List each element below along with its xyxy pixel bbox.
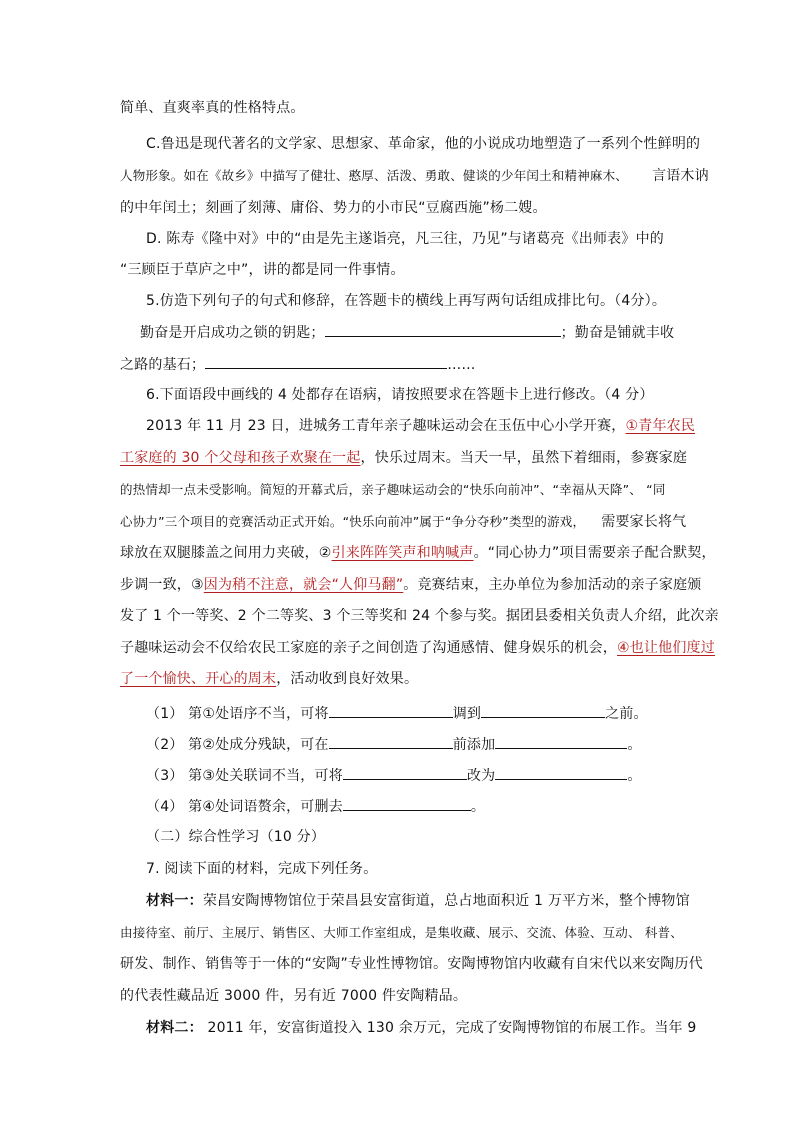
text-segment: 。“同心协力”项目需要亲子配合默契， <box>473 545 716 561</box>
text-line: 研发、制作、销售等于一体的“安陶”专业性博物馆。安陶博物馆内收藏有自宋代以来安陶历代 <box>120 956 703 972</box>
answer-blank[interactable] <box>481 703 605 718</box>
text-line: 的代表性藏品近 3000 件，另有近 7000 件安陶精品。 <box>120 988 468 1004</box>
text-line: “三顾臣于草庐之中”，讲的都是同一件事情。 <box>120 262 405 278</box>
error-underline-2: 引来阵阵笑声和呐喊声 <box>331 545 474 561</box>
error-underline-1: 工家庭的 30 个父母和孩子欢聚在一起 <box>120 450 361 466</box>
text-segment: 心协力”三个项目的竞赛活动正式开始。“快乐向前冲”属于“争分夺秒”类型的游戏， <box>120 514 586 529</box>
text-segment: ，快乐过周末。当天一早，虽然下着细雨，参赛家庭 <box>360 450 688 466</box>
material-label: 材料二： <box>146 1020 203 1036</box>
sub-question-3 <box>146 765 642 786</box>
text-segment: ，活动收到良好效果。 <box>276 671 419 687</box>
error-underline-4: 了一个愉快、开心的周末 <box>120 671 277 687</box>
text-line: 的热情却一点未受影响。简短的开幕式后，亲子趣味运动会的“快乐向前冲”、“幸福从天降”、 “同 <box>120 482 666 497</box>
text-segment: 步调一致，③ <box>120 577 204 593</box>
text-line <box>120 575 701 595</box>
text-line: 的中年闰土；刻画了刻薄、庸俗、势力的小市民“豆腐西施”杨二嫂。 <box>120 200 547 216</box>
sub-question-4 <box>146 796 485 817</box>
text-line <box>120 354 476 375</box>
text-segment: 。 <box>627 737 642 753</box>
text-segment: …… <box>447 357 476 373</box>
answer-blank[interactable] <box>495 765 627 780</box>
answer-blank[interactable] <box>325 322 561 337</box>
section-heading: （二）综合性学习（10 分） <box>146 829 326 845</box>
material-label: 材料一： <box>146 893 203 909</box>
error-underline-1: ①青年农民 <box>625 418 696 434</box>
text-segment: （3） 第③处关联词不当，可将 <box>146 768 343 784</box>
text-segment: 之路的基石； <box>120 357 206 373</box>
text-segment: 前添加 <box>452 737 496 753</box>
text-segment: 球放在双腿膝盖之间用力夹破，② <box>120 545 332 561</box>
question-6: 6.下面语段中画线的 4 处都存在语病，请按照要求在答题卡上进行修改。（4 分） <box>146 387 654 403</box>
option-d: D. 陈寿《隆中对》中的“由是先主遂诣亮，凡三往，乃见”与诸葛亮《出师表》中的 <box>146 231 664 247</box>
text-segment: 需要家长将气 <box>601 514 687 530</box>
text-segment: 2011 年，安富街道投入 130 余万元，完成了安陶博物馆的布展工作。当年 9 <box>202 1020 697 1036</box>
text-segment: 。竞赛结束，主办单位为参加活动的亲子家庭颁 <box>403 577 702 593</box>
text-segment: 2013 年 11 月 23 日，进城务工青年亲子趣味运动会在玉伍中心小学开赛， <box>146 418 626 434</box>
text-line <box>120 512 686 532</box>
text-segment: ；勤奋是铺就丰收 <box>560 325 675 341</box>
text-line: 由接待室、前厅、主展厅、销售区、大师工作室组成，是集收藏、展示、交流、体验、互动、 科普、 <box>120 925 683 940</box>
text-line <box>140 322 674 343</box>
text-segment: 言语木讷 <box>652 168 709 184</box>
text-line <box>120 543 716 563</box>
text-line <box>120 638 715 658</box>
answer-blank[interactable] <box>205 354 447 369</box>
sub-question-1 <box>146 703 648 724</box>
text-segment: 荣昌安陶博物馆位于荣昌县安富街道，总占地面积近 1 万平方米，整个博物馆 <box>202 893 690 909</box>
answer-blank[interactable] <box>343 796 471 811</box>
text-segment: （1） 第①处语序不当，可将 <box>146 706 329 722</box>
text-segment: 。 <box>627 768 642 784</box>
text-segment: （4） 第④处词语赘余，可删去 <box>146 799 343 815</box>
text-line: 发了 1 个一等奖、2 个二等奖、3 个三等奖和 24 个参与奖。据团县委相关负责人介绍，此次亲 <box>120 608 719 624</box>
material-2 <box>146 1018 697 1038</box>
text-segment: （2） 第②处成分残缺，可在 <box>146 737 329 753</box>
text-line <box>120 166 709 186</box>
text-line <box>120 669 418 689</box>
text-segment: 勤奋是开启成功之锁的钥匙； <box>140 325 325 341</box>
text-segment: 改为 <box>466 768 496 784</box>
question-5: 5.仿造下列句子的句式和修辞，在答题卡的横线上再写两句话组成排比句。（4分）。 <box>146 293 667 309</box>
text-line <box>120 448 687 468</box>
text-segment: 之前。 <box>605 706 648 722</box>
answer-blank[interactable] <box>329 703 453 718</box>
text-segment: 。 <box>470 799 486 815</box>
answer-blank[interactable] <box>495 734 627 749</box>
option-c: C.鲁迅是现代著名的文学家、思想家、革命家，他的小说成功地塑造了一系列个性鲜明的 <box>146 136 701 152</box>
material-1 <box>146 891 690 911</box>
answer-blank[interactable] <box>343 765 467 780</box>
text-segment: 人物形象。如在《故乡》中描写了健壮、憨厚、活泼、勇敢、健谈的少年闰土和精神麻木、 <box>120 168 629 183</box>
question-7: 7. 阅读下面的材料，完成下列任务。 <box>146 861 378 877</box>
text-line <box>146 416 695 436</box>
sub-question-2 <box>146 734 642 755</box>
error-underline-3: 因为稍不注意，就会“人仰马翻” <box>203 577 404 593</box>
text-line: 简单、直爽率真的性格特点。 <box>120 100 305 116</box>
text-segment: 子趣味运动会不仅给农民工家庭的亲子之间创造了沟通感情、健身娱乐的机会， <box>120 640 617 656</box>
text-segment: 调到 <box>452 706 482 722</box>
error-underline-4: ④也让他们度过 <box>617 640 715 656</box>
answer-blank[interactable] <box>329 734 453 749</box>
